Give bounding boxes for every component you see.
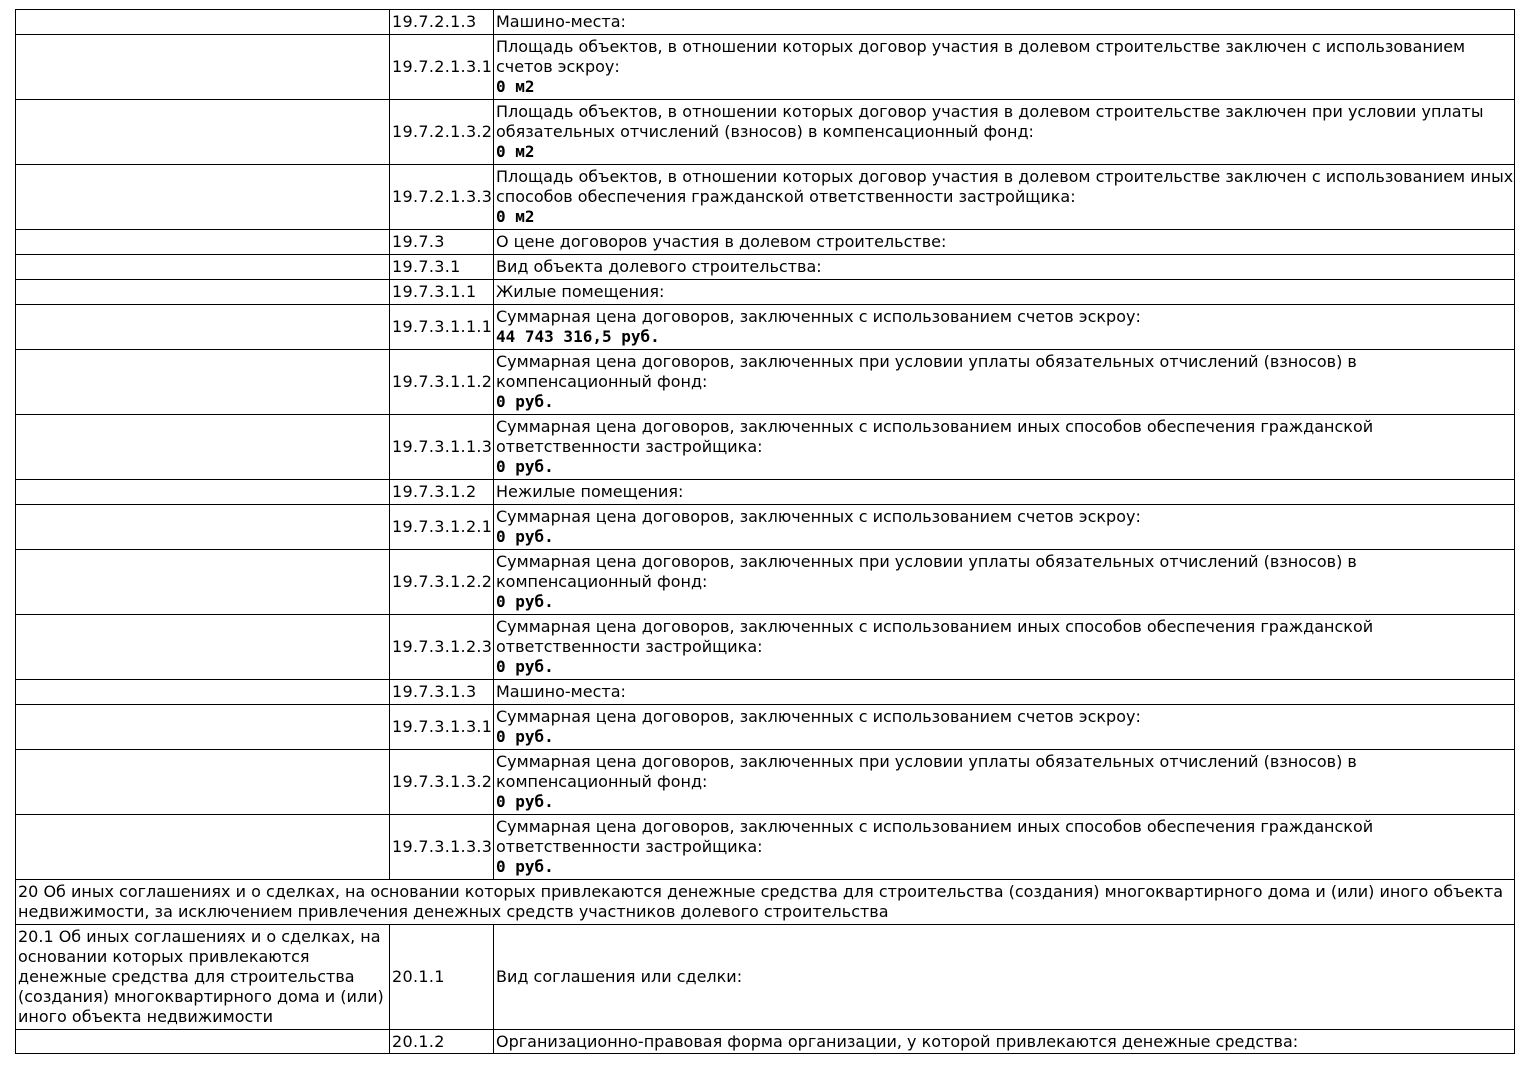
row-text: Площадь объектов, в отношении которых договор участия в долевом строительстве заключен с использованием иных способов обеспечения гражданской ответственности застройщика: (496, 167, 1514, 206)
section-20-title: 20 Об иных соглашениях и о сделках, на основании которых привлекаются денежные средства для строительства (создания) многоквартирного дома и (или) иного объекта недвижимости, за исключением привлечения денежных средств участников долевого строительства (16, 880, 1515, 925)
row-value: 0 руб. (496, 392, 554, 411)
row-text: Суммарная цена договоров, заключенных при условии уплаты обязательных отчислений (взносов) в компенсационный фонд: (496, 552, 1357, 591)
document-table (15, 9, 1515, 1054)
row-content (494, 815, 1515, 880)
row-code: 20.1.2 (390, 1030, 494, 1054)
table-row (16, 165, 1515, 230)
row-text: Нежилые помещения: (496, 482, 684, 501)
row-content (494, 415, 1515, 480)
row-content (494, 680, 1515, 705)
row-label-cell (16, 280, 390, 305)
row-label-cell (16, 680, 390, 705)
table-row (16, 925, 1515, 1030)
row-text: Суммарная цена договоров, заключенных с использованием счетов эскроу: (496, 307, 1141, 326)
row-label-cell (16, 100, 390, 165)
row-content (494, 615, 1515, 680)
row-content (494, 10, 1515, 35)
row-value: 0 м2 (496, 207, 535, 226)
row-text: Суммарная цена договоров, заключенных с использованием иных способов обеспечения гражданской ответственности застройщика: (496, 817, 1374, 856)
row-text: Вид соглашения или сделки: (496, 967, 743, 986)
row-text: Вид объекта долевого строительства: (496, 257, 822, 276)
row-content (494, 480, 1515, 505)
row-content (494, 255, 1515, 280)
table-row (16, 680, 1515, 705)
row-value: 44 743 316,5 руб. (496, 327, 660, 346)
row-label-cell (16, 550, 390, 615)
table-row (16, 350, 1515, 415)
row-content (494, 100, 1515, 165)
row-content (494, 230, 1515, 255)
row-value: 0 руб. (496, 727, 554, 746)
row-text: Суммарная цена договоров, заключенных при условии уплаты обязательных отчислений (взносов) в компенсационный фонд: (496, 352, 1357, 391)
row-value: 0 м2 (496, 142, 535, 161)
row-content (494, 705, 1515, 750)
row-value: 0 руб. (496, 527, 554, 546)
section-header-row (16, 880, 1515, 925)
row-label-cell (16, 1030, 390, 1054)
row-code: 19.7.3.1.1.2 (390, 350, 494, 415)
table-row (16, 35, 1515, 100)
row-label-cell (16, 305, 390, 350)
row-content (494, 750, 1515, 815)
row-text: Организационно-правовая форма организации, у которой привлекаются денежные средства: (496, 1031, 1299, 1051)
table-row (16, 1030, 1515, 1054)
row-value: 0 руб. (496, 592, 554, 611)
row-code: 20.1.1 (390, 925, 494, 1030)
row-label-cell (16, 255, 390, 280)
row-label-cell (16, 705, 390, 750)
row-text: Суммарная цена договоров, заключенных с использованием счетов эскроу: (496, 707, 1141, 726)
row-label-cell (16, 480, 390, 505)
row-code: 19.7.3.1.3.1 (390, 705, 494, 750)
table-row (16, 505, 1515, 550)
row-label-cell (16, 350, 390, 415)
row-text: Суммарная цена договоров, заключенных с использованием иных способов обеспечения гражданской ответственности застройщика: (496, 417, 1374, 456)
row-code: 19.7.3.1.1.3 (390, 415, 494, 480)
row-value: 0 руб. (496, 457, 554, 476)
row-code: 19.7.2.1.3.2 (390, 100, 494, 165)
table-row (16, 415, 1515, 480)
row-label-cell (16, 750, 390, 815)
subsection-20-1-title: 20.1 Об иных соглашениях и о сделках, на основании которых привлекаются денежные средства для строительства (создания) многоквартирного дома и (или) иного объекта недвижимости (16, 925, 390, 1030)
row-content (494, 350, 1515, 415)
table-row (16, 255, 1515, 280)
row-content (494, 280, 1515, 305)
row-text: Машино-места: (496, 12, 626, 31)
row-code: 19.7.3.1.1.1 (390, 305, 494, 350)
row-content (494, 35, 1515, 100)
table-row (16, 750, 1515, 815)
row-text: Жилые помещения: (496, 282, 665, 301)
row-label-cell (16, 165, 390, 230)
table-row (16, 230, 1515, 255)
row-label-cell (16, 505, 390, 550)
row-code: 19.7.3.1.1 (390, 280, 494, 305)
row-code: 19.7.2.1.3 (390, 10, 494, 35)
row-text: Площадь объектов, в отношении которых договор участия в долевом строительстве заключен при условии уплаты обязательных отчислений (взносов) в компенсационный фонд: (496, 102, 1484, 141)
row-label-cell (16, 815, 390, 880)
row-content (494, 1030, 1515, 1054)
row-text: Суммарная цена договоров, заключенных при условии уплаты обязательных отчислений (взносов) в компенсационный фонд: (496, 752, 1357, 791)
row-code: 19.7.2.1.3.1 (390, 35, 494, 100)
row-label-cell (16, 35, 390, 100)
row-code: 19.7.3.1.2.2 (390, 550, 494, 615)
row-code: 19.7.3 (390, 230, 494, 255)
row-label-cell (16, 415, 390, 480)
table-row (16, 305, 1515, 350)
row-content (494, 550, 1515, 615)
table-row (16, 815, 1515, 880)
row-content (494, 305, 1515, 350)
row-value: 0 м2 (496, 77, 535, 96)
table-row (16, 705, 1515, 750)
row-code: 19.7.3.1.3.2 (390, 750, 494, 815)
row-content (494, 505, 1515, 550)
row-value: 0 руб. (496, 857, 554, 876)
row-text: О цене договоров участия в долевом строительстве: (496, 232, 947, 251)
row-code: 19.7.3.1.2.1 (390, 505, 494, 550)
table-row (16, 100, 1515, 165)
row-text: Площадь объектов, в отношении которых договор участия в долевом строительстве заключен с использованием счетов эскроу: (496, 37, 1466, 76)
row-code: 19.7.3.1.3.3 (390, 815, 494, 880)
row-text: Машино-места: (496, 682, 626, 701)
table-row (16, 550, 1515, 615)
table-row (16, 10, 1515, 35)
row-label-cell (16, 10, 390, 35)
table-row (16, 480, 1515, 505)
row-value: 0 руб. (496, 792, 554, 811)
table-row (16, 280, 1515, 305)
table-row (16, 615, 1515, 680)
row-text: Суммарная цена договоров, заключенных с использованием иных способов обеспечения гражданской ответственности застройщика: (496, 617, 1374, 656)
row-value: 0 руб. (496, 657, 554, 676)
row-code: 19.7.3.1.2 (390, 480, 494, 505)
row-code: 19.7.3.1.3 (390, 680, 494, 705)
row-code: 19.7.2.1.3.3 (390, 165, 494, 230)
row-label-cell (16, 230, 390, 255)
row-content (494, 165, 1515, 230)
row-label-cell (16, 615, 390, 680)
row-content (494, 925, 1515, 1030)
row-code: 19.7.3.1.2.3 (390, 615, 494, 680)
row-text: Суммарная цена договоров, заключенных с использованием счетов эскроу: (496, 507, 1141, 526)
row-code: 19.7.3.1 (390, 255, 494, 280)
